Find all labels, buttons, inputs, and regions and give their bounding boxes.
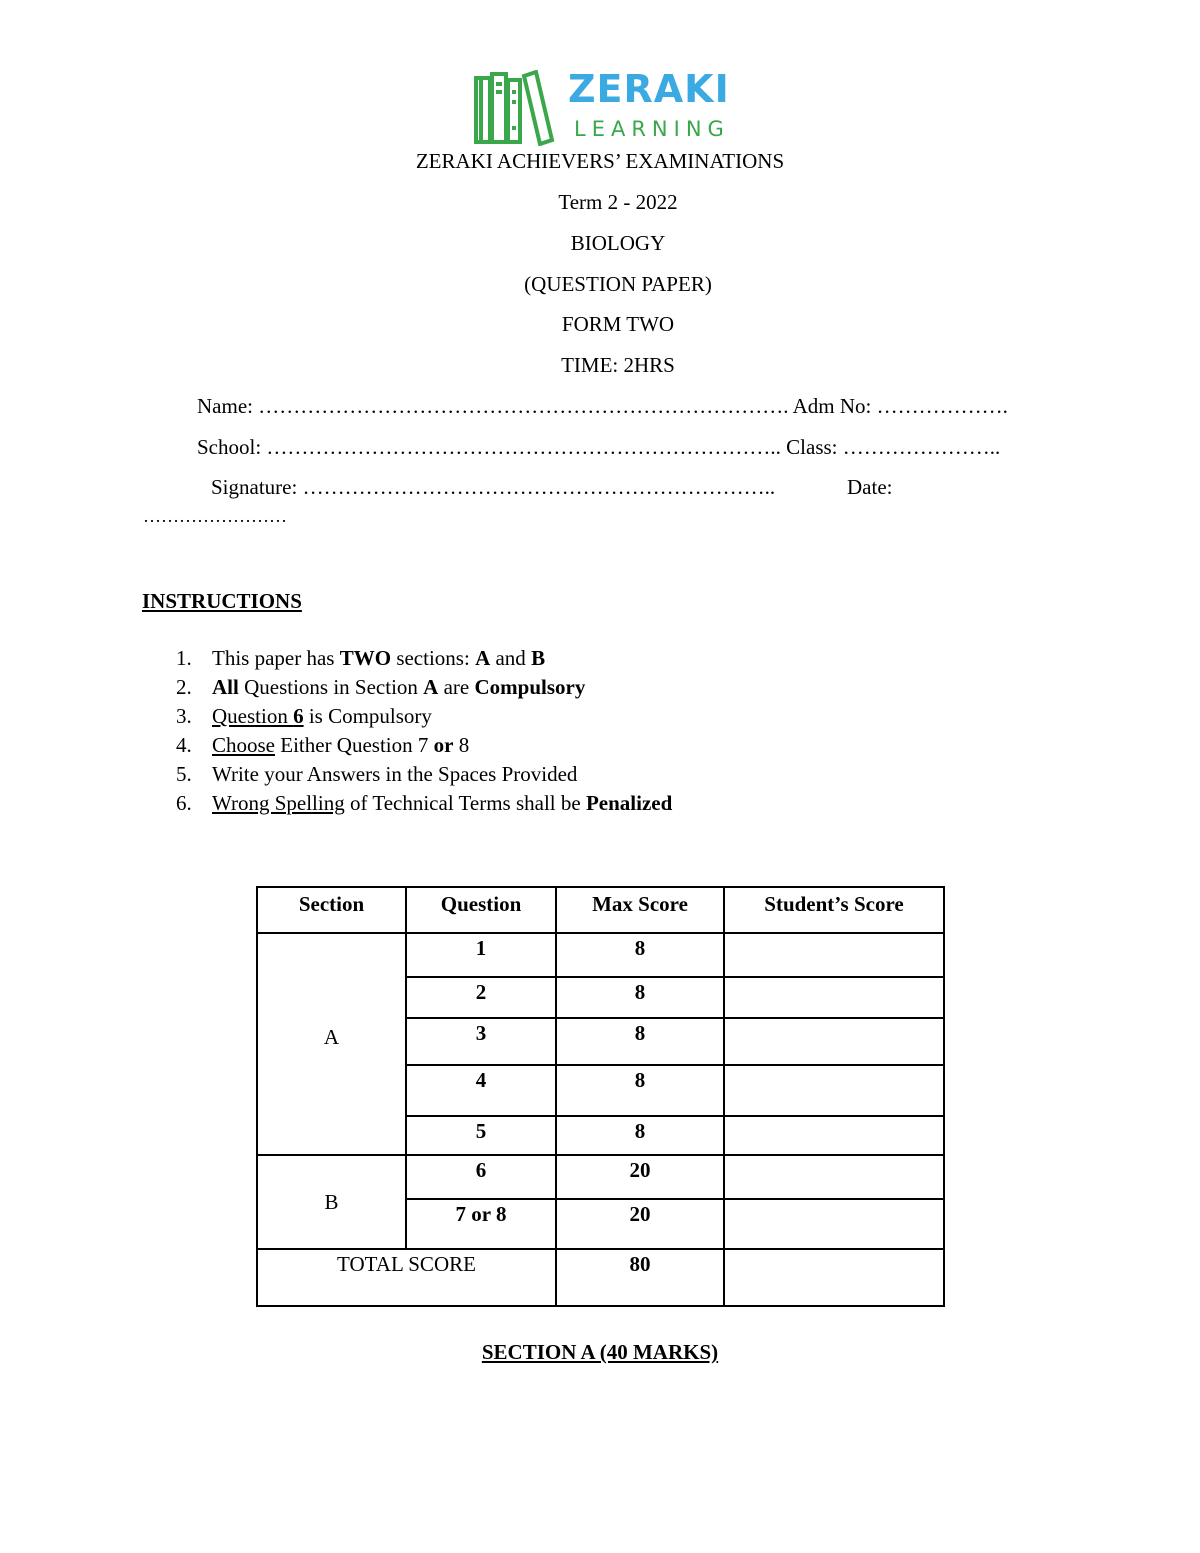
max-score-cell: 8 <box>556 1065 724 1116</box>
student-score-cell[interactable] <box>724 1116 944 1155</box>
max-score-cell: 8 <box>556 1018 724 1065</box>
exam-subject: BIOLOGY <box>570 231 666 255</box>
item-text-bold: A <box>423 675 439 699</box>
question-cell: 2 <box>406 977 556 1018</box>
logo-wordmark: ZERAKI <box>568 67 730 111</box>
instructions-list <box>176 644 672 818</box>
total-student-score-cell[interactable] <box>724 1249 944 1306</box>
max-score-cell: 8 <box>556 933 724 977</box>
student-score-cell[interactable] <box>724 1018 944 1065</box>
item-text-bold: 6 <box>293 704 304 728</box>
score-table <box>256 886 945 1307</box>
question-cell: 4 <box>406 1065 556 1116</box>
list-item <box>176 673 672 702</box>
item-text: are <box>438 675 475 699</box>
question-cell: 1 <box>406 933 556 977</box>
student-score-cell[interactable] <box>724 1155 944 1199</box>
question-cell: 7 or 8 <box>406 1199 556 1249</box>
list-item <box>176 760 672 789</box>
date-label: Date: <box>847 475 893 499</box>
item-text: and <box>490 646 532 670</box>
form-level: FORM TWO <box>561 312 675 336</box>
item-text: is Compulsory <box>303 704 432 728</box>
books-icon <box>470 70 558 146</box>
header-section: Section <box>257 887 406 933</box>
table-row <box>257 1155 944 1199</box>
item-number: 4. <box>176 733 192 757</box>
item-text-underlined: Choose <box>212 733 275 757</box>
item-number: 3. <box>176 704 192 728</box>
paper-type: (QUESTION PAPER) <box>524 272 712 296</box>
table-row <box>257 933 944 977</box>
table-header-row <box>257 887 944 933</box>
student-score-cell[interactable] <box>724 1065 944 1116</box>
student-score-cell[interactable] <box>724 1199 944 1249</box>
signature-field: Signature: ………………………………………………………….. <box>211 475 776 499</box>
zeraki-logo <box>470 68 770 148</box>
instructions-heading: INSTRUCTIONS <box>142 589 302 613</box>
list-item <box>176 789 672 818</box>
item-text-bold: A <box>475 646 491 670</box>
section-b-cell: B <box>257 1155 406 1249</box>
item-number: 1. <box>176 646 192 670</box>
item-text: sections: <box>391 646 476 670</box>
student-score-cell[interactable] <box>724 933 944 977</box>
question-cell: 6 <box>406 1155 556 1199</box>
list-item <box>176 644 672 673</box>
max-score-cell: 8 <box>556 1116 724 1155</box>
item-text-bold: Compulsory <box>474 675 586 699</box>
header-question: Question <box>406 887 556 933</box>
total-max-score: 80 <box>556 1249 724 1306</box>
list-item <box>176 702 672 731</box>
item-text-bold: All <box>212 675 239 699</box>
question-cell: 5 <box>406 1116 556 1155</box>
date-dots: …………………… <box>143 506 287 526</box>
exam-term: Term 2 - 2022 <box>558 190 678 214</box>
item-text: Write your Answers in the Spaces Provided <box>212 762 578 786</box>
item-number: 5. <box>176 762 192 786</box>
student-score-cell[interactable] <box>724 977 944 1018</box>
item-text: This paper has <box>212 646 340 670</box>
exam-time: TIME: 2HRS <box>561 353 675 377</box>
item-text-bold: Penalized <box>585 791 673 815</box>
max-score-cell: 8 <box>556 977 724 1018</box>
table-total-row <box>257 1249 944 1306</box>
section-a-cell: A <box>257 933 406 1155</box>
header-max-score: Max Score <box>556 887 724 933</box>
item-text-bold: TWO <box>339 646 392 670</box>
item-text-underlined: Wrong Spelling <box>212 791 345 815</box>
max-score-cell: 20 <box>556 1199 724 1249</box>
logo-subtitle: LEARNING <box>574 117 730 141</box>
question-cell: 3 <box>406 1018 556 1065</box>
item-text: Either Question 7 <box>275 733 434 757</box>
item-text: of Technical Terms shall be <box>344 791 586 815</box>
list-item <box>176 731 672 760</box>
item-text: Questions in Section <box>238 675 424 699</box>
item-text: 8 <box>453 733 470 757</box>
name-field: Name: …………………………………………………………………. Adm No: ………………. <box>197 394 1008 418</box>
exam-title: ZERAKI ACHIEVERS’ EXAMINATIONS <box>415 149 785 173</box>
item-number: 2. <box>176 675 192 699</box>
header-student-score: Student’s Score <box>724 887 944 933</box>
max-score-cell: 20 <box>556 1155 724 1199</box>
section-a-title <box>0 1339 1200 1365</box>
total-score-label: TOTAL SCORE <box>257 1249 556 1306</box>
school-field: School: ……………………………………………………………….. Class: ………………….. <box>197 435 1001 459</box>
section-a-title-text: SECTION A (40 MARKS) <box>481 1340 719 1364</box>
item-text-bold: B <box>531 646 546 670</box>
item-number: 6. <box>176 791 192 815</box>
item-text-underlined: Question <box>212 704 294 728</box>
item-text-bold: or <box>433 733 454 757</box>
